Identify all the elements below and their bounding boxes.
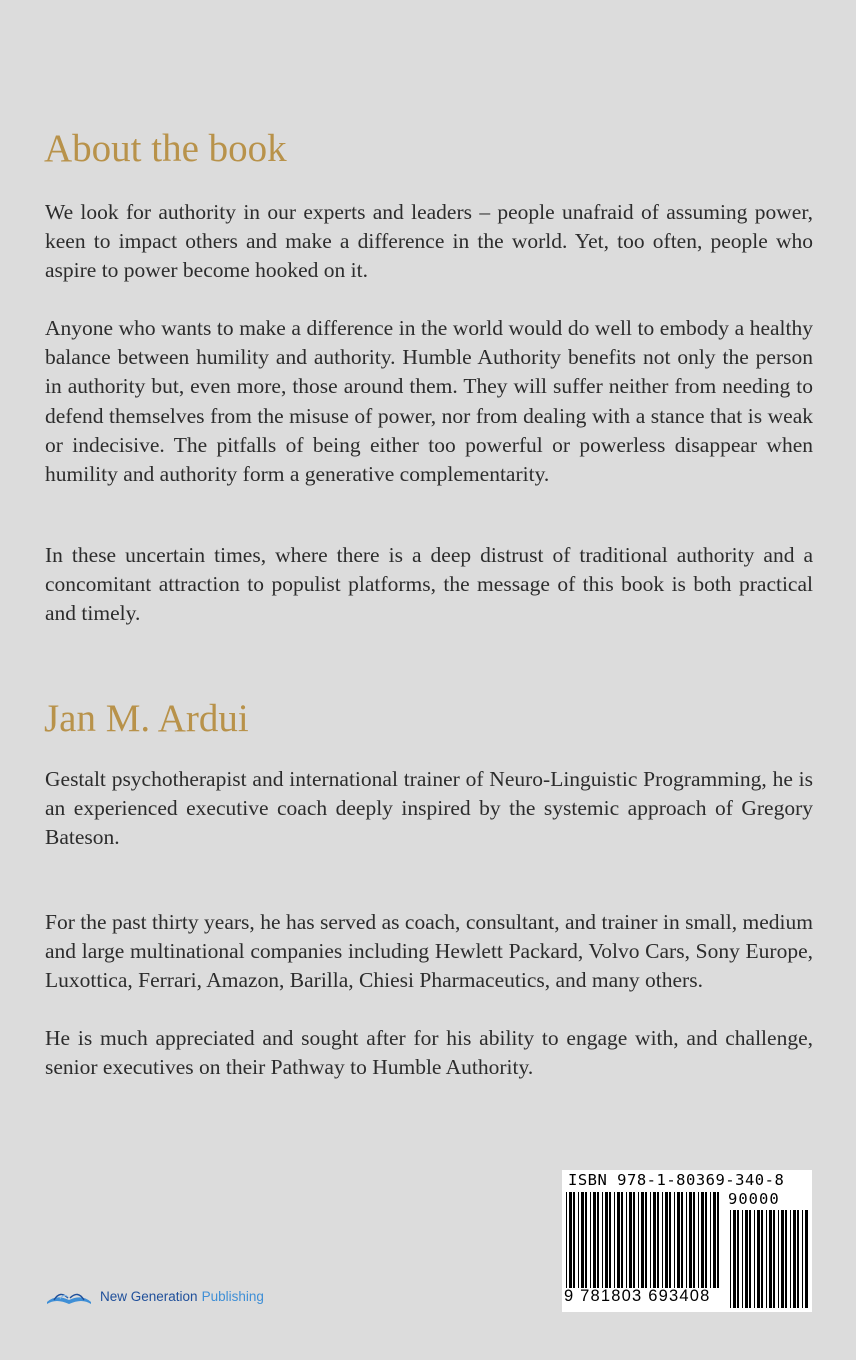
barcode-bar: [761, 1210, 763, 1308]
barcode-bar: [650, 1192, 651, 1288]
barcode-bar: [689, 1192, 692, 1288]
open-book-icon: [46, 1286, 92, 1306]
barcode-bar: [793, 1210, 796, 1308]
barcode-bar: [674, 1192, 675, 1288]
barcode-bar: [785, 1210, 787, 1308]
barcode-bar: [609, 1192, 611, 1288]
author-paragraph-2: For the past thirty years, he has served as coach, consultant, and trainer in small, medium and large multinational companies including Hewlett Packard, Volvo Cars, Sony Europe, Luxottica, Ferrari, Amazon, Barilla, Chiesi Pharmaceutics, and many others.: [45, 910, 813, 993]
barcode-bar: [754, 1210, 755, 1308]
barcode-bar: [621, 1192, 623, 1288]
barcode-bar: [705, 1192, 707, 1288]
barcode-bar: [766, 1210, 767, 1308]
author-heading: Jan M. Ardui: [44, 697, 249, 740]
publisher-logo: [46, 1286, 264, 1306]
barcode-bar: [665, 1192, 668, 1288]
isbn-barcode: [562, 1170, 812, 1312]
barcode-bar: [737, 1210, 739, 1308]
barcode-bar: [693, 1192, 695, 1288]
barcode-bar: [578, 1192, 579, 1288]
about-paragraph-2: Anyone who wants to make a difference in the world would do well to embody a healthy balance between humility and authority. Humble Authority benefits not only the person in authority but, even more, those around them. They will suffer neither from needing to defend themselves from the misuse of power, nor from dealing with a stance that is weak or indecisive. The pitfalls of being either too powerful or powerless disappear when humility and authority form a generative complementarity.: [45, 316, 813, 487]
barcode-bar: [745, 1210, 748, 1308]
barcode-bar: [701, 1192, 704, 1288]
barcode-bar: [742, 1210, 743, 1308]
barcode-bar: [641, 1192, 644, 1288]
barcode-bar: [645, 1192, 647, 1288]
author-paragraph-1: Gestalt psychotherapist and international trainer of Neuro-Linguistic Programming, he is an experienced executive coach deeply inspired by the systemic approach of Gregory Bateson.: [45, 767, 813, 850]
barcode-bar: [602, 1192, 603, 1288]
barcode-bar: [733, 1210, 736, 1308]
about-paragraph-1: We look for authority in our experts and leaders – people unafraid of assuming power, keen to impact others and make a difference in the world. Yet, too often, people who aspire to power become hooked on it.: [45, 200, 813, 283]
barcode-bar: [769, 1210, 772, 1308]
barcode-bar: [797, 1210, 799, 1308]
barcode-bar: [778, 1210, 779, 1308]
barcode-bar: [802, 1210, 803, 1308]
barcode-bar: [629, 1192, 632, 1288]
price-code: 90000: [728, 1190, 780, 1208]
about-heading: About the book: [44, 127, 287, 170]
barcode-bar: [669, 1192, 671, 1288]
isbn-label: ISBN 978-1-80369-340-8: [568, 1171, 785, 1189]
barcode-bar: [638, 1192, 639, 1288]
barcode-bar: [593, 1192, 596, 1288]
barcode-bar: [569, 1192, 572, 1288]
barcode-bar: [633, 1192, 635, 1288]
barcode-bar: [677, 1192, 680, 1288]
barcode-digits: 9 781803 693408: [564, 1287, 711, 1305]
barcode-bar: [662, 1192, 663, 1288]
barcode-bar: [617, 1192, 620, 1288]
barcode-bar: [657, 1192, 659, 1288]
barcode-bar: [749, 1210, 751, 1308]
barcode-bar: [585, 1192, 587, 1288]
barcode-bar: [717, 1192, 719, 1288]
barcode-bar: [698, 1192, 699, 1288]
barcode-bar: [757, 1210, 760, 1308]
barcode-bar: [686, 1192, 687, 1288]
barcode-bar: [773, 1210, 775, 1308]
barcode-bar: [805, 1210, 808, 1308]
barcode-bar: [581, 1192, 584, 1288]
barcode-bar: [566, 1192, 567, 1288]
barcode-bar: [626, 1192, 627, 1288]
barcode-bar: [713, 1192, 716, 1288]
barcode-bar: [590, 1192, 591, 1288]
barcode-bar: [710, 1192, 711, 1288]
author-paragraph-3: He is much appreciated and sought after for his ability to engage with, and challenge, senior executives on their Pathway to Humble Authority.: [45, 1026, 813, 1080]
barcode-bar: [614, 1192, 615, 1288]
publisher-name-secondary: Publishing: [201, 1288, 264, 1304]
barcode-bar: [653, 1192, 656, 1288]
barcode-bar: [681, 1192, 683, 1288]
barcode-bar: [605, 1192, 608, 1288]
barcode-bar: [573, 1192, 575, 1288]
barcode-bar: [730, 1210, 731, 1308]
publisher-name-primary: New Generation: [100, 1288, 198, 1304]
barcode-bar: [781, 1210, 784, 1308]
barcode-bar: [597, 1192, 599, 1288]
about-paragraph-3: In these uncertain times, where there is a deep distrust of traditional authority and a concomitant attraction to populist platforms, the message of this book is both practical and timely.: [45, 543, 813, 626]
barcode-bar: [790, 1210, 791, 1308]
